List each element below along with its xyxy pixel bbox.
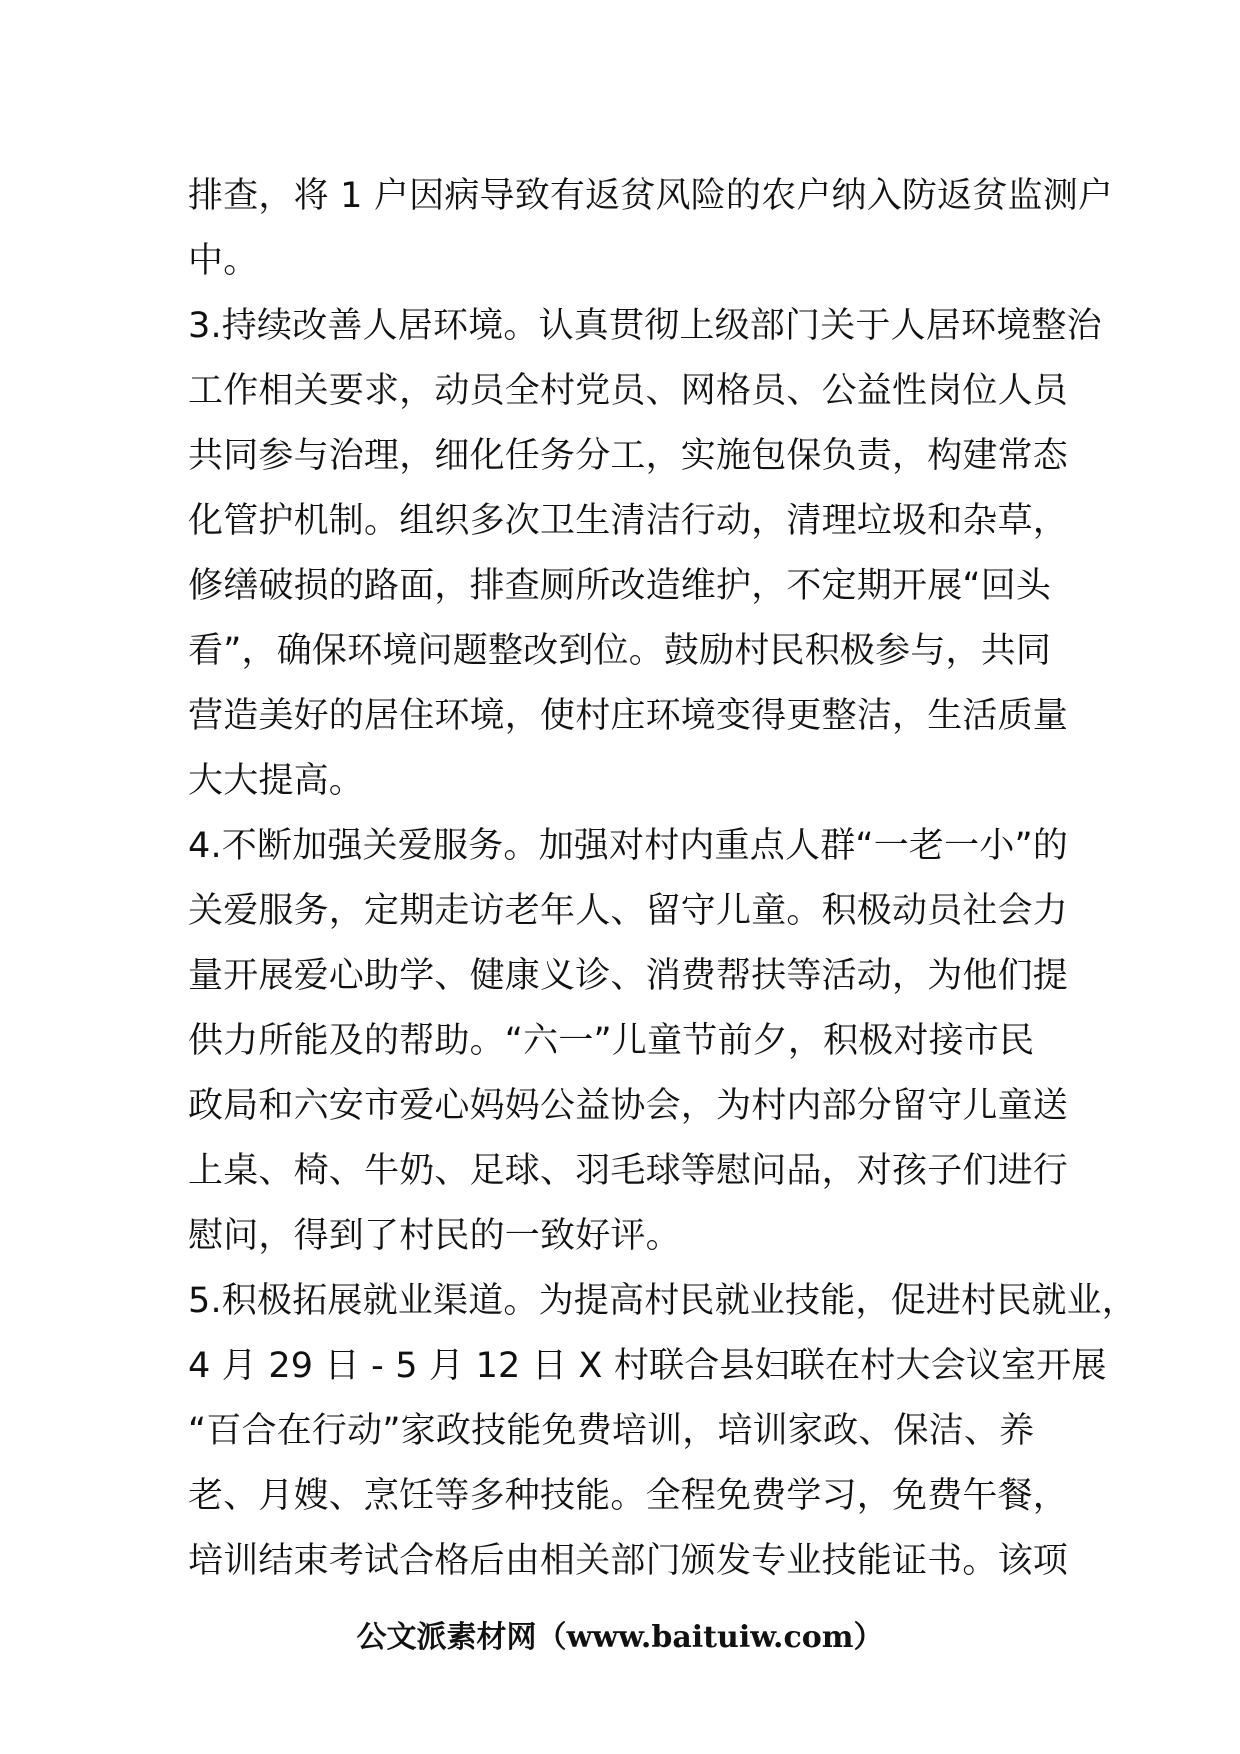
text-line: 上桌、椅、牛奶、足球、羽毛球等慰问品，对孩子们进行: [188, 1151, 1069, 1191]
text-line: 老、月嫂、烹饪等多种技能。全程免费学习，免费午餐，: [188, 1476, 1069, 1516]
text-line: 慰问，得到了村民的一致好评。: [188, 1216, 681, 1256]
document-body: [188, 164, 1137, 1594]
text-line: 培训结束考试合格后由相关部门颁发专业技能证书。该项: [188, 1541, 1069, 1581]
text-line: 政局和六安市爱心妈妈公益协会，为村内部分留守儿童送: [188, 1086, 1069, 1126]
text-line: 5.积极拓展就业渠道。为提高村民就业技能，促进村民就业，: [188, 1281, 1137, 1321]
text-line: 关爱服务，定期走访老年人、留守儿童。积极动员社会力: [188, 891, 1069, 931]
text-line: 量开展爱心助学、健康义诊、消费帮扶等活动，为他们提: [188, 956, 1069, 996]
text-line: 工作相关要求，动员全村党员、网格员、公益性岗位人员: [188, 371, 1069, 411]
text-line: 供力所能及的帮助。“六一”儿童节前夕，积极对接市民: [188, 1021, 1035, 1061]
text-line: 看”，确保环境问题整改到位。鼓励村民积极参与，共同: [188, 631, 1052, 671]
text-line: 营造美好的居住环境，使村庄环境变得更整洁，生活质量: [188, 696, 1069, 736]
text-line: 3.持续改善人居环境。认真贯彻上级部门关于人居环境整治: [188, 306, 1102, 346]
text-line: 化管护机制。组织多次卫生清洁行动，清理垃圾和杂草，: [188, 501, 1069, 541]
text-line: 共同参与治理，细化任务分工，实施包保负责，构建常态: [188, 436, 1069, 476]
text-line: 修缮破损的路面，排查厕所改造维护，不定期开展“回头: [188, 566, 1052, 606]
text-line: 4 月 29 日 - 5 月 12 日 X 村联合县妇联在村大会议室开展: [188, 1346, 1107, 1386]
footer-watermark: 公文派素材网（www.baituiw.com）: [356, 1620, 884, 1655]
text-line: 4.不断加强关爱服务。加强对村内重点人群“一老一小”的: [188, 826, 1069, 866]
text-line: 大大提高。: [188, 761, 365, 801]
text-line: “百合在行动”家政技能免费培训，培训家政、保洁、养: [188, 1411, 1035, 1451]
text-line: 排查，将 1 户因病导致有返贫风险的农户纳入防返贫监测户: [188, 176, 1114, 216]
text-line: 中。: [188, 241, 259, 281]
